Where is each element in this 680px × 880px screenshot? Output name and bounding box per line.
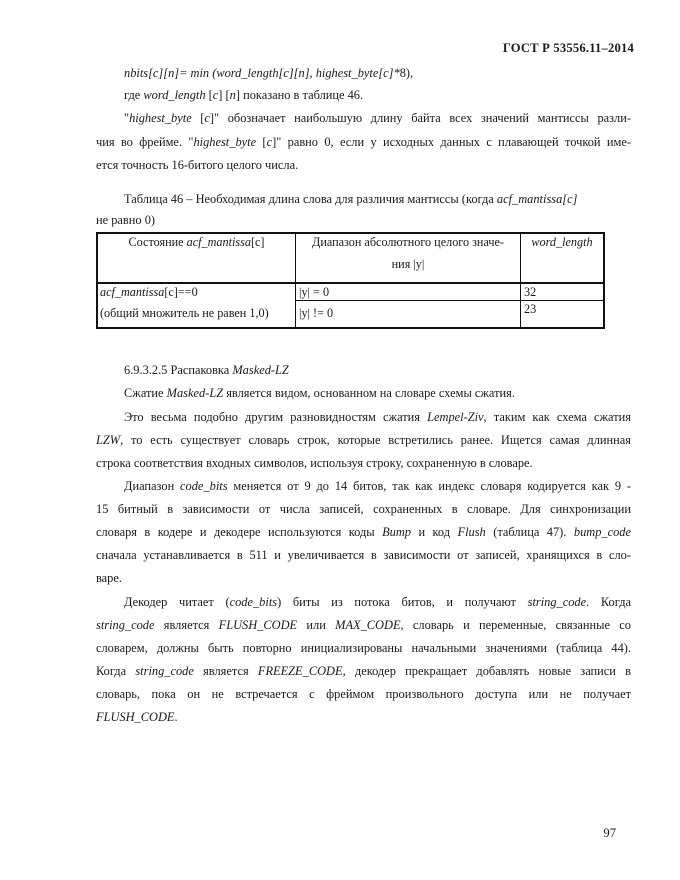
text-line: Сжатие Masked-LZ является видом, основанном на словаре схемы сжатия. — [124, 386, 515, 400]
text-line: FLUSH_CODE. — [96, 710, 178, 724]
table-cell: 23 — [521, 301, 605, 328]
table-cell: 32 — [521, 283, 605, 301]
text-line: где word_length [c] [n] показано в таблице 46. — [124, 88, 364, 102]
text-line: Когда string_code является FREEZE_CODE, декодер прекращает добавлять новые записи в — [96, 664, 632, 678]
text-line: словарь, пока он не встречается с фреймом произвольного доступа или не получает — [96, 687, 631, 701]
table-caption: Таблица 46 – Необходимая длина слова для различия мантиссы (когда acf_mantissa[c] — [124, 192, 578, 206]
table-row — [97, 301, 604, 328]
text-line: LZW, то есть существует словарь строк, которые встретились ранее. Ищется самая длинная — [96, 433, 631, 447]
document-header: ГОСТ Р 53556.11–2014 — [502, 41, 634, 55]
text-line: string_code является FLUSH_CODE или MAX_CODE, словарь и переменные, связанные со — [96, 618, 631, 632]
table-caption-continuation: не равно 0) — [96, 213, 156, 227]
text-line: Это весьма подобно другим разновидностям сжатия Lempel-Ziv, таким как схема сжатия — [124, 410, 631, 424]
text-line: словарем, должны быть повторно инициализированы начальными значениями (таблица 44). — [96, 641, 631, 655]
table-header-cell: word_length — [521, 233, 605, 283]
word-length-table — [96, 232, 605, 329]
text-line: варе. — [96, 571, 122, 585]
text-line: сначала устанавливается в 511 и увеличивается в зависимости от записей, хранящихся в сло- — [96, 548, 631, 562]
table-header-cell: Состояние acf_mantissa[c] — [97, 233, 296, 283]
table-cell: (общий множитель не равен 1,0) — [97, 301, 296, 328]
text-line: Диапазон code_bits меняется от 9 до 14 битов, так как индекс словаря кодируется как 9 - — [124, 479, 631, 493]
section-heading: 6.9.3.2.5 Распаковка Masked-LZ — [124, 363, 289, 377]
table-header-row — [97, 233, 604, 283]
table-cell: |y| = 0 — [296, 283, 521, 301]
text-line: "highest_byte [c]" обозначает наибольшую длину байта всех значений мантиссы разли- — [124, 111, 631, 125]
text-line: ется точность 16-битого целого числа. — [96, 158, 299, 172]
text-line: чия во фрейме. "highest_byte [c]" равно 0, если у исходных данных с плавающей точкой име- — [96, 135, 632, 149]
table-header-cell: Диапазон абсолютного целого значе- ния |y| — [296, 233, 521, 283]
text-line: 15 битный в зависимости от числа записей, сохраненных в словаре. Для синхронизации — [96, 502, 631, 516]
table-row — [97, 283, 604, 301]
text-line: словаря в кодере и декодере используются коды Bump и код Flush (таблица 47). bump_code — [96, 525, 631, 539]
page-number: 97 — [603, 826, 616, 840]
text-line: строка соответствия входных символов, используя строку, сохраненную в словаре. — [96, 456, 533, 470]
text-line: Декодер читает (code_bits) биты из потока битов, и получают string_code. Когда — [124, 595, 631, 609]
formula-line: nbits[c][n]= min (word_length[c][n], highest_byte[c]*8), — [124, 66, 414, 80]
table-cell: |y| != 0 — [296, 301, 521, 328]
table-cell: acf_mantissa[c]==0 — [97, 283, 296, 301]
